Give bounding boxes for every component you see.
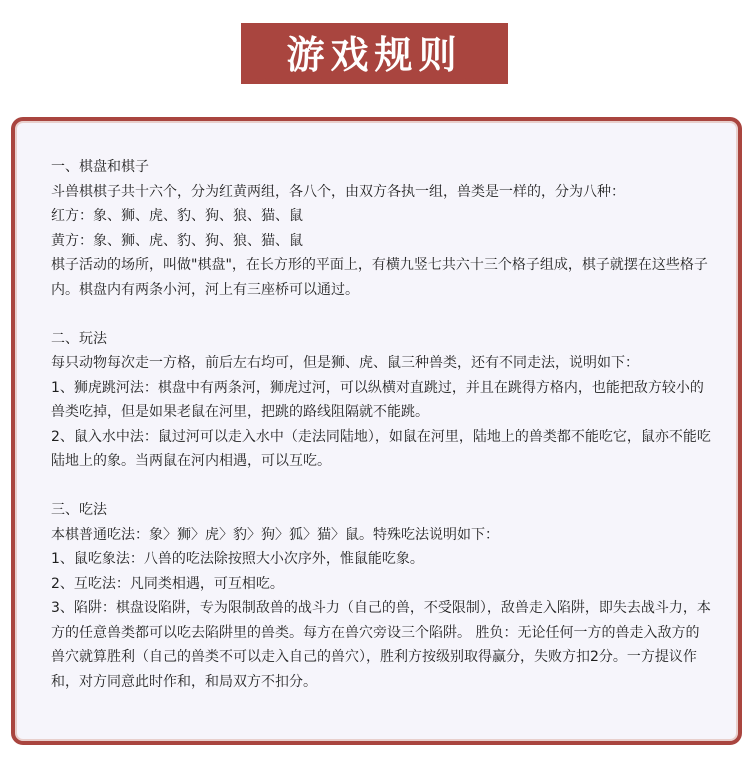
paragraph: 1、狮虎跳河法：棋盘中有两条河，狮虎过河，可以纵横对直跳过，并且在跳得方格内，也能把敌方较小的兽类吃掉，但是如果老鼠在河里，把跳的路线阻隔就不能跳。 [51,379,704,420]
paragraph: 2、互吃法：凡同类相遇，可互相吃。 [51,575,284,592]
title-banner [241,23,508,84]
section-heading-capture: 三、吃法 [51,502,107,518]
section-heading-board: 一、棋盘和棋子 [51,159,149,175]
section-heading-play: 二、玩法 [51,330,107,347]
paragraph: 棋子活动的场所，叫做"棋盘"，在长方形的平面上，有横九竖七共六十三个格子组成，棋子就摆在这些格子内。棋盘内有两条小河，河上有三座桥可以通过。 [51,257,708,298]
paragraph: 2、鼠入水中法：鼠过河可以走入水中（走法同陆地），如鼠在河里，陆地上的兽类都不能吃它，鼠亦不能吃陆地上的象。当两鼠在河内相遇，可以互吃。 [51,428,711,469]
paragraph: 1、鼠吃象法：八兽的吃法除按照大小次序外，惟鼠能吃象。 [51,551,424,567]
paragraph: 黄方：象、狮、虎、豹、狗、狼、猫、鼠 [51,232,303,249]
spacer [51,302,711,327]
rules-card [11,117,742,745]
banner-scalloped-edge [241,78,508,86]
page-title: 游戏规则 [286,31,463,77]
spacer [51,474,711,499]
paragraph: 斗兽棋棋子共十六个，分为红黄两组，各八个，由双方各执一组，兽类是一样的，分为八种： [51,183,625,200]
rules-content [51,155,711,694]
paragraph: 本棋普通吃法：象〉狮〉虎〉豹〉狗〉狐〉猫〉鼠。特殊吃法说明如下： [51,526,499,543]
paragraph: 红方：象、狮、虎、豹、狗、狼、猫、鼠 [51,208,303,224]
paragraph: 每只动物每次走一方格，前后左右均可，但是狮、虎、鼠三种兽类，还有不同走法，说明如下： [51,355,639,371]
paragraph: 3、陷阱：棋盘设陷阱，专为限制敌兽的战斗力（自己的兽，不受限制），敌兽走入陷阱，即失去战斗力，本方的任意兽类都可以吃去陷阱里的兽类。每方在兽穴旁设三个陷阱。 胜负：无论任何一方的兽走入敌方的兽穴就算胜利（自己的兽类不可以走入自己的兽穴），胜利方按级别取得赢分，失败方扣2分。一方提议作和，对方同意此时作和，和局双方不扣分。 [51,600,711,690]
